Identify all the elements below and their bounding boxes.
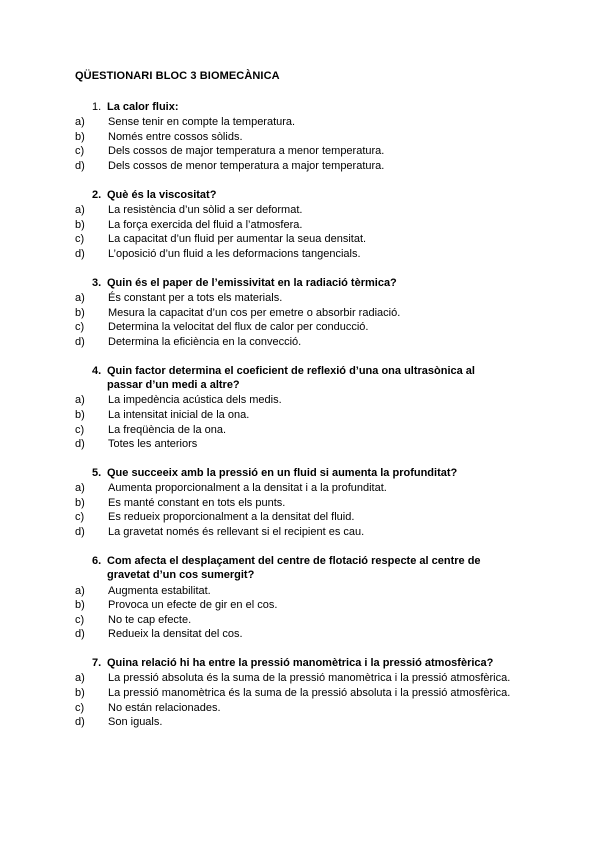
option-letter: c) <box>75 145 85 158</box>
option-letter: a) <box>75 204 85 217</box>
option-text: Dels cossos de menor temperatura a major temperatura. <box>108 160 385 173</box>
option-b <box>0 306 600 321</box>
option-b <box>0 130 600 145</box>
option-b <box>0 598 600 613</box>
option-letter: d) <box>75 526 85 539</box>
option-letter: c) <box>75 423 85 436</box>
option-letter: b) <box>75 687 85 700</box>
option-text: La resistència d’un sòlid a ser deformat. <box>108 204 303 217</box>
option-a <box>0 393 600 408</box>
option-letter: a) <box>75 482 85 495</box>
question-number: 7. <box>92 657 102 670</box>
option-text: Determina la eficiència en la convecció. <box>108 335 302 348</box>
option-text: La impedència acústica dels medis. <box>108 394 282 407</box>
question-text: Que succeeix amb la pressió en un fluid si aumenta la profunditat? <box>107 466 458 479</box>
question-number: 6. <box>92 554 102 567</box>
option-text: Totes les anteriors <box>108 438 198 451</box>
option-letter: a) <box>75 584 85 597</box>
question-1 <box>0 100 600 174</box>
question-number: 5. <box>92 466 102 479</box>
option-a <box>0 291 600 306</box>
option-text: Es manté constant en tots els punts. <box>108 496 286 509</box>
option-text: Determina la velocitat del flux de calor per conducció. <box>108 321 369 334</box>
option-letter: b) <box>75 130 85 143</box>
option-a <box>0 203 600 218</box>
question-text: Quina relació hi ha entre la pressió manomètrica i la pressió atmosfèrica? <box>107 657 494 670</box>
option-text: És constant per a tots els materials. <box>108 292 283 305</box>
option-a <box>0 481 600 496</box>
question-text: La calor fluix: <box>107 101 179 113</box>
question-header <box>0 364 600 393</box>
option-letter: d) <box>75 438 85 451</box>
option-text: La gravetat només és rellevant si el recipient es cau. <box>108 526 365 539</box>
question-number: 2. <box>92 188 102 201</box>
option-letter: b) <box>75 496 85 509</box>
option-c <box>0 510 600 525</box>
question-header <box>0 276 600 291</box>
option-letter: c) <box>75 613 85 626</box>
option-text: Sense tenir en compte la temperatura. <box>108 116 296 129</box>
question-header <box>0 466 600 481</box>
option-c <box>0 320 600 335</box>
option-text: Redueix la densitat del cos. <box>108 628 243 641</box>
option-letter: d) <box>75 160 85 173</box>
option-c <box>0 613 600 628</box>
question-number: 3. <box>92 276 102 289</box>
option-b <box>0 686 600 701</box>
question-header <box>0 656 600 671</box>
option-text: No están relacionades. <box>108 701 221 714</box>
option-text: Només entre cossos sòlids. <box>108 130 243 143</box>
question-text: Quin és el paper de l’emissivitat en la radiació tèrmica? <box>107 276 397 289</box>
option-letter: d) <box>75 247 85 260</box>
option-b <box>0 408 600 423</box>
question-7 <box>0 656 600 730</box>
option-d <box>0 247 600 262</box>
option-letter: a) <box>75 116 85 129</box>
question-text: Com afecta el desplaçament del centre de flotació respecte al centre de gravetat d’un cos sumergit? <box>107 554 481 582</box>
option-b <box>0 218 600 233</box>
option-c <box>0 701 600 716</box>
option-d <box>0 627 600 642</box>
option-text: La força exercida del fluid a l’atmosfera. <box>108 218 303 231</box>
option-c <box>0 144 600 159</box>
option-a <box>0 115 600 130</box>
option-letter: b) <box>75 306 85 319</box>
option-letter: c) <box>75 701 85 714</box>
option-letter: b) <box>75 599 85 612</box>
option-b <box>0 496 600 511</box>
option-text: Son iguals. <box>108 716 163 729</box>
option-d <box>0 437 600 452</box>
option-text: Mesura la capacitat d’un cos per emetre o absorbir radiació. <box>108 306 401 319</box>
question-text: Quin factor determina el coeficient de reflexió d’una ona ultrasònica al passar d’un medi a altre? <box>107 364 475 392</box>
option-text: La freqüència de la ona. <box>108 423 227 436</box>
option-letter: a) <box>75 394 85 407</box>
option-d <box>0 159 600 174</box>
option-c <box>0 232 600 247</box>
question-number: 4. <box>92 364 102 377</box>
question-number: 1. <box>92 101 102 113</box>
option-letter: c) <box>75 511 85 524</box>
question-header <box>0 188 600 203</box>
option-text: Es redueix proporcionalment a la densitat del fluid. <box>108 511 355 524</box>
question-header <box>0 100 600 115</box>
option-letter: b) <box>75 408 85 421</box>
option-letter: d) <box>75 628 85 641</box>
option-d <box>0 525 600 540</box>
option-d <box>0 335 600 350</box>
question-3 <box>0 276 600 350</box>
option-a <box>0 671 600 686</box>
option-text: La intensitat inicial de la ona. <box>108 408 250 421</box>
option-c <box>0 423 600 438</box>
option-text: La pressió manomètrica és la suma de la pressió absoluta i la pressió atmosfèrica. <box>108 687 511 700</box>
option-d <box>0 715 600 730</box>
option-letter: d) <box>75 335 85 348</box>
question-4 <box>0 364 600 452</box>
option-text: Augmenta estabilitat. <box>108 584 211 597</box>
question-text: Què és la viscositat? <box>107 188 217 201</box>
option-text: Provoca un efecte de gir en el cos. <box>108 599 278 612</box>
option-text: La capacitat d’un fluid per aumentar la seua densitat. <box>108 233 367 246</box>
option-letter: a) <box>75 672 85 685</box>
option-letter: c) <box>75 233 85 246</box>
question-6 <box>0 554 600 642</box>
option-letter: b) <box>75 218 85 231</box>
question-header <box>0 554 600 583</box>
option-letter: a) <box>75 292 85 305</box>
option-text: Dels cossos de major temperatura a menor temperatura. <box>108 145 385 158</box>
question-2 <box>0 188 600 262</box>
option-text: Aumenta proporcionalment a la densitat i a la profunditat. <box>108 482 387 495</box>
option-a <box>0 584 600 599</box>
option-letter: d) <box>75 716 85 729</box>
option-text: No te cap efecte. <box>108 613 192 626</box>
option-letter: c) <box>75 321 85 334</box>
document-title: QÜESTIONARI BLOC 3 BIOMECÀNICA <box>75 70 280 82</box>
option-text: L’oposició d’un fluid a les deformacions tangencials. <box>108 247 361 260</box>
option-text: La pressió absoluta és la suma de la pressió manomètrica i la pressió atmosfèrica. <box>108 672 511 685</box>
question-list <box>0 100 600 744</box>
question-5 <box>0 466 600 540</box>
